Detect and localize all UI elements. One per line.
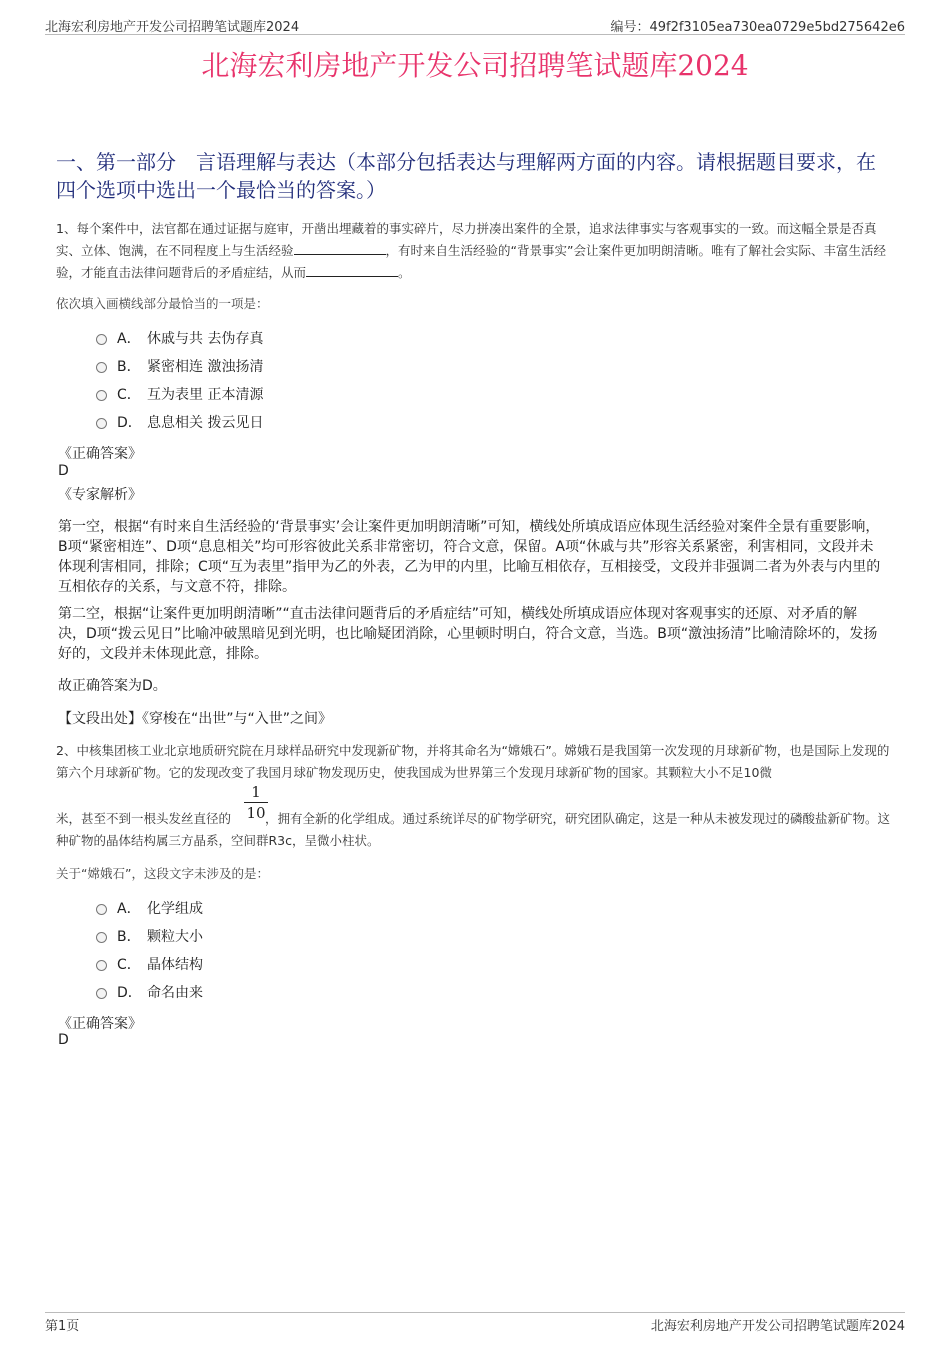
radio-icon[interactable] (96, 932, 107, 943)
radio-icon[interactable] (96, 390, 107, 401)
q2-option-d[interactable]: D． 命名由来 (96, 979, 203, 1007)
radio-icon[interactable] (96, 960, 107, 971)
q2-option-c[interactable]: C． 晶体结构 (96, 951, 203, 979)
fraction-one-tenth: $\frac{1}{10}$ (244, 782, 268, 823)
q2-prompt: 关于“嫦娥石”，这段文字未涉及的是： (56, 866, 269, 881)
section-heading: 一、第一部分 言语理解与表达（本部分包括表达与理解两方面的内容。请根据题目要求，在四个选项中选出一个最恰当的答案。） (56, 150, 876, 202)
document-title: 北海宏利房地产开发公司招聘笔试题库2024 (201, 49, 749, 82)
q1-prompt: 依次填入画横线部分最恰当的一项是： (56, 296, 269, 311)
q1-answer-label: 《正确答案》 (58, 446, 142, 462)
q1-analysis-para-1: 第一空，根据“有时来自生活经验的‘背景事实’会让案件更加明朗清晰”可知，横线处所填成语应体现生活经验对案件全景有重要影响，B项“紧密相连”、D项“息息相关”均可形容彼此关系非常密切，符合文意，保留。A项“休戚与共”形容关系紧密，利害相同，文段并未体现利害相同，排除；C项“互为表里”指甲为乙的外表，乙为甲的内里，比喻互相依存，互相接受，文段并非强调二者为外表与内里的互相依存的关系，与文意不符，排除。 (58, 519, 881, 595)
page-header (45, 14, 905, 35)
q1-option-b[interactable]: B． 紧密相连 激浊扬清 (96, 353, 263, 381)
radio-icon[interactable] (96, 904, 107, 915)
q1-option-c[interactable]: C． 互为表里 正本清源 (96, 381, 263, 409)
header-title: 北海宏利房地产开发公司招聘笔试题库2024 (45, 20, 300, 35)
q2-option-b[interactable]: B． 颗粒大小 (96, 923, 203, 951)
q2-option-a[interactable]: A． 化学组成 (96, 895, 203, 923)
q2-answer: D (58, 1032, 69, 1048)
q1-source: 【文段出处】《穿梭在“出世”与“入世”之间》 (58, 711, 333, 727)
question-1-text (56, 218, 894, 284)
radio-icon[interactable] (96, 362, 107, 373)
fill-blank-2 (306, 262, 398, 277)
page-number: 第1页 (45, 1319, 80, 1334)
q1-text-part1: 1、每个案件中，法官都在通过证据与庭审，开凿出埋藏着的事实碎片，尽力拼凑出案件的全景，追求法律事实与客观事实的一致。而这幅全景是否真实、立体、饱满，在不同程度上与生活经验 (56, 221, 877, 258)
q1-analysis-conclusion: 故正确答案为D。 (58, 678, 167, 694)
q2-answer-label: 《正确答案》 (58, 1016, 142, 1032)
q1-analysis-label: 《专家解析》 (58, 487, 142, 503)
q1-option-a[interactable]: A． 休戚与共 去伪存真 (96, 325, 263, 353)
header-serial: 编号：49f2f3105ea730ea0729e5bd275642e6 (610, 20, 905, 35)
q1-options (96, 325, 263, 437)
fill-blank-1 (294, 240, 386, 255)
q1-text-part2: ，有时来自生活经验的“背景事实”会让案件更加明朗清晰。唯有了解社会实际、丰富生活经验，才能直击法律问题背后的矛盾症结，从而 (56, 243, 886, 280)
q1-answer: D (58, 463, 69, 479)
page-footer (45, 1312, 905, 1334)
radio-icon[interactable] (96, 418, 107, 429)
radio-icon[interactable] (96, 334, 107, 345)
q1-analysis-para-2: 第二空，根据“让案件更加明朗清晰”“直击法律问题背后的矛盾症结”可知，横线处所填成语应体现对客观事实的还原、对矛盾的解决，D项“拨云见日”比喻冲破黑暗见到光明，也比喻疑团消除，心里顿时明白，符合文意，当选。B项“激浊扬清”比喻清除坏的，发扬好的，文段并未体现此意，排除。 (58, 606, 878, 662)
question-2-text-1: 2、中核集团核工业北京地质研究院在月球样品研究中发现新矿物，并将其命名为“嫦娥石”。嫦娥石是我国第一次发现的月球新矿物，也是国际上发现的第六个月球新矿物。它的发现改变了我国月球矿物发现历史，使我国成为世界第三个发现月球新矿物的国家。其颗粒大小不足10微 (56, 743, 890, 780)
radio-icon[interactable] (96, 988, 107, 999)
q1-text-part3: 。 (398, 265, 411, 280)
q1-option-d[interactable]: D． 息息相关 拨云见日 (96, 409, 263, 437)
question-2-text-2: 米，甚至不到一根头发丝直径的 ，拥有全新的化学组成。通过系统详尽的矿物学研究，研究团队确定，这是一种从未被发现过的磷酸盐新矿物。这种矿物的晶体结构属三方晶系，空间群R3c，呈微小柱状。 (56, 811, 891, 848)
footer-title: 北海宏利房地产开发公司招聘笔试题库2024 (650, 1319, 905, 1334)
q2-options (96, 895, 203, 1007)
